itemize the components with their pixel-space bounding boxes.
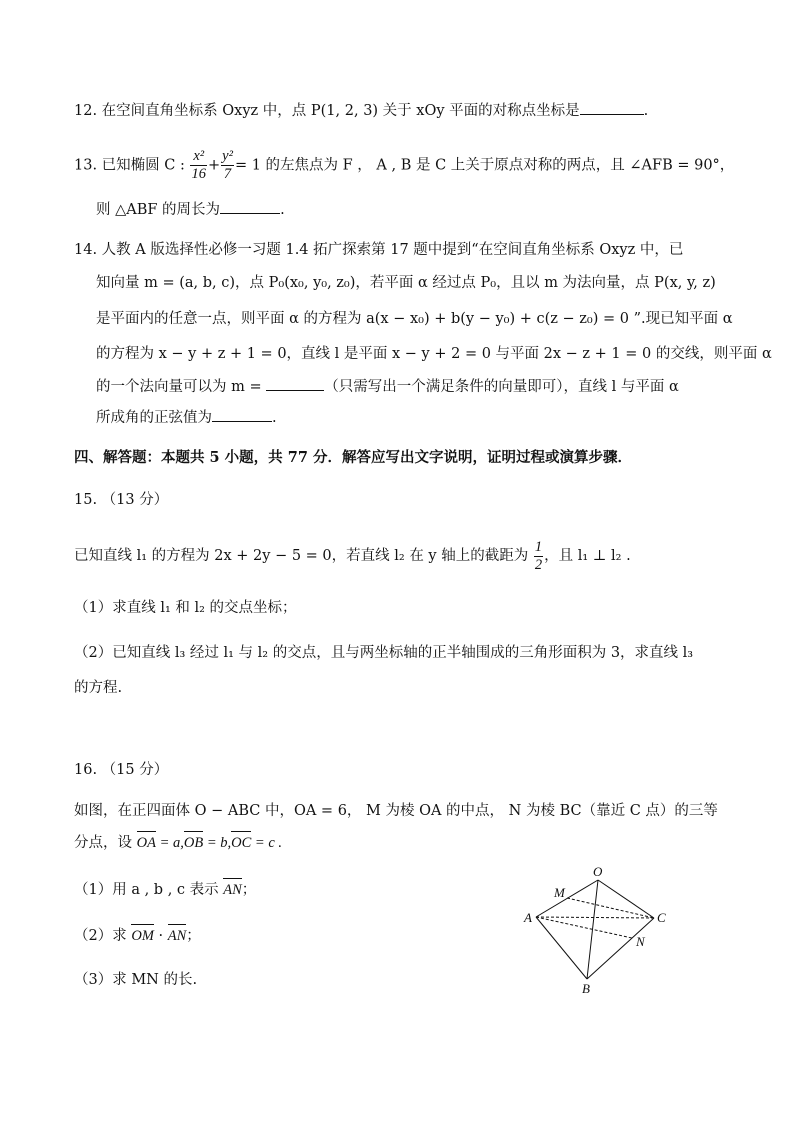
question-part: （3）求 MN 的长. bbox=[74, 972, 198, 988]
question-text: 的一个法向量可以为 m = bbox=[96, 379, 262, 395]
punctuation: ； bbox=[241, 882, 257, 898]
equation: = a, bbox=[155, 835, 184, 851]
question-16-header bbox=[74, 760, 168, 780]
label-a: A bbox=[524, 910, 532, 925]
plus-sign: + bbox=[207, 157, 221, 174]
fraction-x2-16: $\frac{\text{x²}}{16}$ bbox=[191, 148, 206, 182]
question-14-line6 bbox=[96, 407, 277, 428]
question-text-cont: ，且 l₁ ⊥ l₂ . bbox=[544, 548, 631, 564]
label-m: M bbox=[554, 885, 565, 900]
question-number: 14. bbox=[74, 242, 98, 258]
label-n: N bbox=[636, 934, 645, 949]
fraction-y2-7: $\frac{\text{y²}}{7}$ bbox=[222, 148, 233, 182]
question-14-line1 bbox=[74, 240, 683, 260]
question-part: （1）用 a , b , c 表示 bbox=[74, 882, 219, 898]
question-text: 如图，在正四面体 O − ABC 中，OA = 6， M 为棱 OA 的中点， N 为棱 BC（靠近 C 点）的三等 bbox=[74, 803, 718, 819]
question-text: 所成角的正弦值为 bbox=[96, 410, 212, 426]
question-text: 的方程为 x − y + z + 1 = 0，直线 l 是平面 x − y + 2 = 0 与平面 2x − z + 1 = 0 的交线，则平面 α bbox=[96, 346, 772, 362]
question-15-part2-cont bbox=[74, 678, 122, 698]
equation: = c . bbox=[251, 835, 283, 851]
vector-om: OM bbox=[131, 928, 154, 944]
section-heading bbox=[74, 448, 632, 468]
question-text-cont: = 1 的左焦点为 F ， A , B 是 C 上关于原点对称的两点，且 ∠AFB = 90°， bbox=[234, 157, 735, 174]
dot-product: · bbox=[153, 928, 168, 944]
question-12 bbox=[74, 100, 648, 121]
question-15-header bbox=[74, 490, 168, 510]
question-16-stem2 bbox=[74, 833, 282, 853]
question-text: 是平面内的任意一点，则平面 α 的方程为 a(x − x₀) + b(y − y₀) + c(z − z₀) = 0 ”.现已知平面 α bbox=[96, 311, 733, 327]
fraction-one-half: $\frac{1}{2}$ bbox=[534, 538, 543, 573]
answer-blank[interactable] bbox=[220, 199, 280, 214]
answer-blank-sine[interactable] bbox=[212, 407, 272, 422]
question-text: 在空间直角坐标系 Oxyz 中，点 P(1, 2, 3) 关于 xOy 平面的对称点坐标是 bbox=[101, 103, 580, 119]
question-text: 分点，设 bbox=[74, 835, 132, 851]
punctuation: ； bbox=[186, 928, 201, 944]
question-13-line2 bbox=[96, 199, 285, 220]
question-text: 知向量 m = (a, b, c)，点 P₀(x₀, y₀, z₀)，若平面 α 经过点 P₀，且以 m 为法向量，点 P(x, y, z) bbox=[96, 275, 716, 291]
period: . bbox=[643, 103, 649, 119]
equation: = b, bbox=[203, 835, 232, 851]
question-14-line4 bbox=[96, 344, 772, 364]
segment-mc-hidden bbox=[567, 898, 654, 918]
question-part: （1）求直线 l₁ 和 l₂ 的交点坐标； bbox=[74, 600, 297, 616]
section-heading-text: 四、解答题：本题共 5 小题，共 77 分．解答应写出文字说明，证明过程或演算步骤． bbox=[74, 449, 632, 466]
question-14-line5 bbox=[96, 376, 679, 397]
question-text: 则 △ABF 的周长为 bbox=[96, 202, 221, 218]
question-16-part3 bbox=[74, 970, 197, 990]
question-text: （只需写出一个满足条件的向量即可），直线 l 与平面 α bbox=[324, 379, 679, 395]
question-13 bbox=[74, 148, 734, 183]
question-16-part2 bbox=[74, 926, 201, 946]
vector-oc: OC bbox=[231, 835, 252, 851]
vector-an: AN bbox=[223, 882, 242, 898]
answer-blank-normal-vector[interactable] bbox=[266, 376, 324, 391]
label-b: B bbox=[582, 981, 590, 994]
label-c: C bbox=[657, 910, 666, 925]
edge-ab bbox=[536, 917, 587, 979]
question-16-part1 bbox=[74, 880, 256, 900]
question-part: （2）求 bbox=[74, 928, 127, 944]
question-part: （2）已知直线 l₃ 经过 l₁ 与 l₂ 的交点，且与两坐标轴的正半轴围成的三角形面积为 3，求直线 l₃ bbox=[74, 645, 694, 661]
question-15-part1 bbox=[74, 598, 297, 618]
vector-oa: OA bbox=[136, 835, 156, 851]
question-15-part2 bbox=[74, 643, 693, 663]
question-number: 12. bbox=[74, 103, 98, 119]
question-text: 人教 A 版选择性必修一习题 1.4 拓广探索第 17 题中提到“在空间直角坐标系 Oxyz 中，已 bbox=[101, 242, 684, 258]
question-header: 16. （15 分） bbox=[74, 762, 169, 778]
vector-ob: OB bbox=[183, 835, 204, 851]
question-14-line2 bbox=[96, 273, 716, 293]
question-15-stem bbox=[74, 538, 631, 574]
period: . bbox=[280, 202, 285, 218]
period: . bbox=[272, 410, 277, 426]
question-14-line3 bbox=[96, 309, 733, 329]
edge-oc bbox=[598, 880, 654, 918]
answer-blank[interactable] bbox=[580, 100, 644, 115]
question-text: 已知椭圆 C : bbox=[101, 157, 185, 174]
question-text: 已知直线 l₁ 的方程为 2x + 2y − 5 = 0，若直线 l₂ 在 y 轴上的截距为 bbox=[74, 548, 529, 564]
question-16-stem1 bbox=[74, 801, 718, 821]
question-number: 13. bbox=[74, 157, 98, 174]
tetrahedron-figure bbox=[516, 862, 676, 994]
label-o: O bbox=[593, 864, 603, 879]
tetrahedron-diagram bbox=[516, 862, 676, 994]
edge-ac-hidden bbox=[536, 917, 654, 918]
vector-an: AN bbox=[167, 928, 187, 944]
question-header: 15. （13 分） bbox=[74, 492, 169, 508]
question-part: 的方程. bbox=[74, 680, 123, 696]
